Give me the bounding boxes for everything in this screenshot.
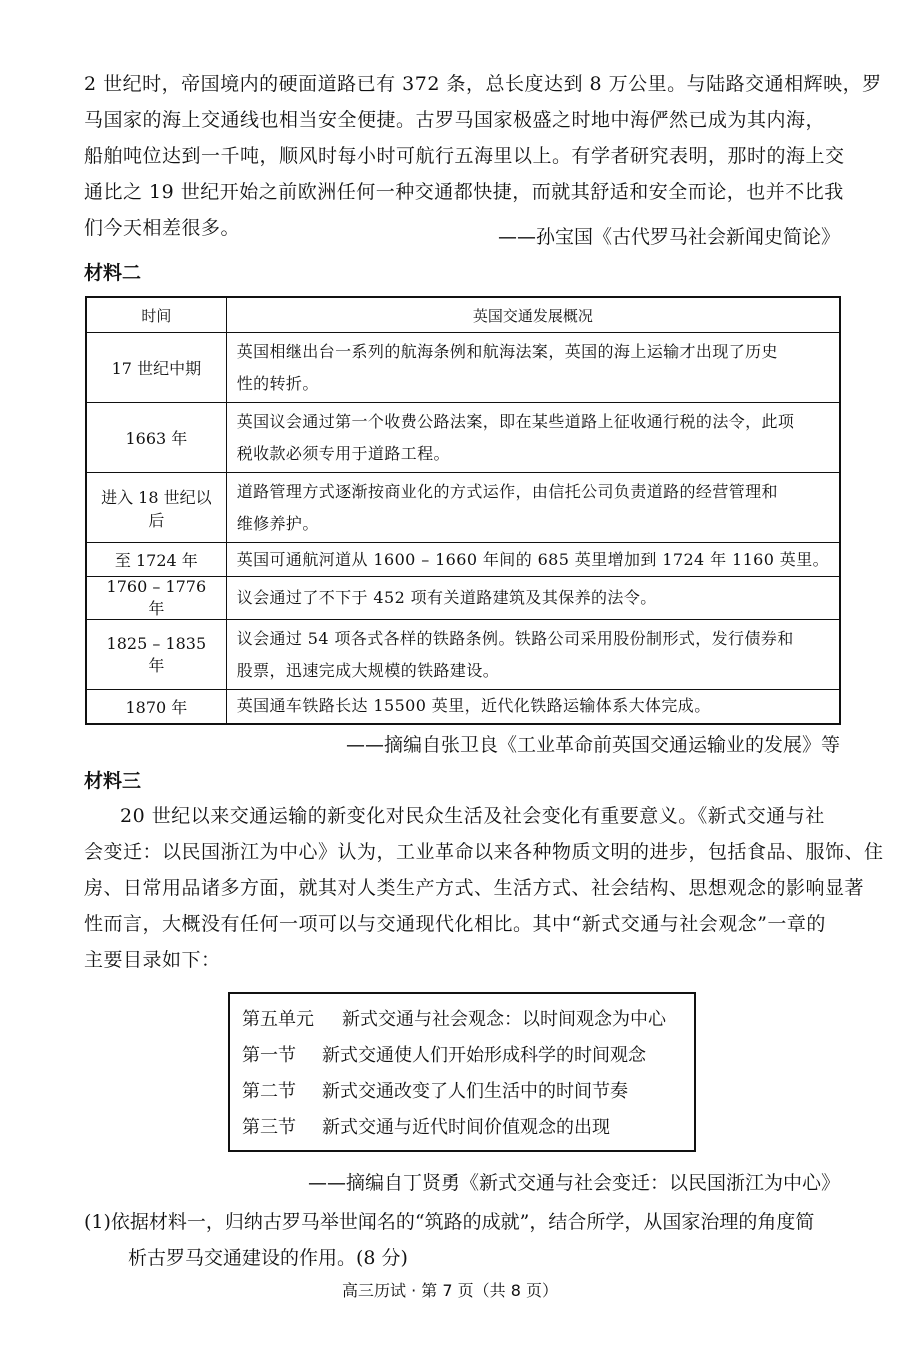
question-line: (1)依据材料一，归纳古罗马举世闻名的“筑路的成就”，结合所学，从国家治理的角度简: [84, 1211, 815, 1233]
cell-desc: [226, 577, 840, 620]
cell-line: 议会通过 54 项各式各样的铁路条例。铁路公司采用股份制形式，发行债券和: [236, 628, 794, 648]
text-line: 主要目录如下：: [84, 949, 221, 971]
table-row: [86, 473, 840, 543]
table-row: [86, 403, 840, 473]
cell-line: 税收款必须专用于道路工程。: [236, 443, 450, 463]
header-desc: 英国交通发展概况: [226, 297, 840, 333]
toc-text: 新式交通使人们开始形成科学的时间观念: [322, 1045, 646, 1066]
cell-line: 性的转折。: [236, 373, 319, 393]
cell-time: 至 1724 年: [86, 543, 226, 577]
cell-desc: [226, 620, 840, 690]
cell-desc: [226, 473, 840, 543]
text-line: 马国家的海上交通线也相当安全便捷。古罗马国家极盛之时地中海俨然已成为其内海，: [84, 109, 826, 131]
transport-table: [85, 296, 841, 725]
text-line: 们今天相差很多。: [84, 217, 241, 239]
toc-text: 新式交通改变了人们生活中的时间节奏: [322, 1081, 628, 1102]
toc-label: 第三节: [242, 1117, 296, 1138]
cell-time: 进入 18 世纪以后: [86, 473, 226, 543]
toc-row: [230, 1110, 694, 1146]
text-line: 2 世纪时，帝国境内的硬面道路已有 372 条，总长度达到 8 万公里。与陆路交通相辉映，罗: [84, 73, 882, 95]
material2-source: ——摘编自张卫良《工业革命前英国交通运输业的发展》等: [345, 734, 840, 756]
question-line: 析古罗马交通建设的作用。(8 分): [128, 1247, 408, 1269]
cell-time: 1825 – 1835 年: [86, 620, 226, 690]
cell-time: 1760 – 1776 年: [86, 577, 226, 620]
table-row: [86, 543, 840, 577]
header-time: 时间: [86, 297, 226, 333]
table-row: [86, 577, 840, 620]
page-footer: 高三历试 · 第 7 页（共 8 页）: [342, 1281, 558, 1300]
material3-paragraph: [84, 798, 884, 978]
cell-line: 英国相继出台一系列的航海条例和航海法案，英国的海上运输才出现了历史: [236, 341, 778, 361]
cell-desc: [226, 333, 840, 403]
text-line: 性而言，大概没有任何一项可以与交通现代化相比。其中“新式交通与社会观念”一章的: [84, 913, 826, 935]
table-of-contents-box: [228, 992, 696, 1152]
material2-heading: 材料二: [84, 262, 142, 284]
cell-line: 议会通过了不下于 452 项有关道路建筑及其保养的法令。: [236, 588, 657, 607]
material3-source: ——摘编自丁贤勇《新式交通与社会变迁：以民国浙江为中心》: [307, 1172, 840, 1194]
cell-desc: [226, 690, 840, 724]
text-line: 房、日常用品诸多方面，就其对人类生产方式、生活方式、社会结构、思想观念的影响显著: [84, 877, 865, 899]
toc-row: [230, 1074, 694, 1110]
cell-time: 1663 年: [86, 403, 226, 473]
toc-row: [230, 1002, 694, 1038]
material3-heading: 材料三: [84, 770, 142, 792]
table-header-row: [86, 297, 840, 333]
text-line: 会变迁：以民国浙江为中心》认为，工业革命以来各种物质文明的进步，包括食品、服饰、住: [84, 841, 884, 863]
toc-label: 第五单元: [242, 1009, 314, 1030]
cell-line: 英国可通航河道从 1600 – 1660 年间的 685 英里增加到 1724 年 1160 英里。: [236, 549, 829, 569]
material1-source: ——孙宝国《古代罗马社会新闻史简论》: [497, 226, 840, 248]
cell-line: 英国议会通过第一个收费公路法案，即在某些道路上征收通行税的法令，此项: [236, 411, 795, 431]
table-row: [86, 690, 840, 724]
cell-desc: [226, 543, 840, 577]
text-line: 20 世纪以来交通运输的新变化对民众生活及社会变化有重要意义。《新式交通与社: [120, 805, 825, 827]
toc-label: 第一节: [242, 1045, 296, 1066]
cell-line: 维修养护。: [236, 513, 319, 533]
text-line: 通比之 19 世纪开始之前欧洲任何一种交通都快捷，而就其舒适和安全而论，也并不比我: [84, 181, 844, 203]
question-1: [84, 1204, 864, 1276]
text-line: 船舶吨位达到一千吨，顺风时每小时可航行五海里以上。有学者研究表明，那时的海上交: [84, 145, 845, 167]
cell-time: 17 世纪中期: [86, 333, 226, 403]
cell-desc: [226, 403, 840, 473]
cell-line: 英国通车铁路长达 15500 英里，近代化铁路运输体系大体完成。: [236, 696, 711, 716]
toc-text: 新式交通与社会观念：以时间观念为中心: [342, 1009, 666, 1030]
cell-line: 道路管理方式逐渐按商业化的方式运作，由信托公司负责道路的经营管理和: [236, 481, 778, 501]
cell-line: 股票，迅速完成大规模的铁路建设。: [236, 660, 500, 680]
table-row: [86, 620, 840, 690]
toc-label: 第二节: [242, 1081, 296, 1102]
toc-text: 新式交通与近代时间价值观念的出现: [322, 1117, 610, 1138]
material1-paragraph: [84, 66, 882, 246]
table-row: [86, 333, 840, 403]
cell-time: 1870 年: [86, 690, 226, 724]
toc-row: [230, 1038, 694, 1074]
